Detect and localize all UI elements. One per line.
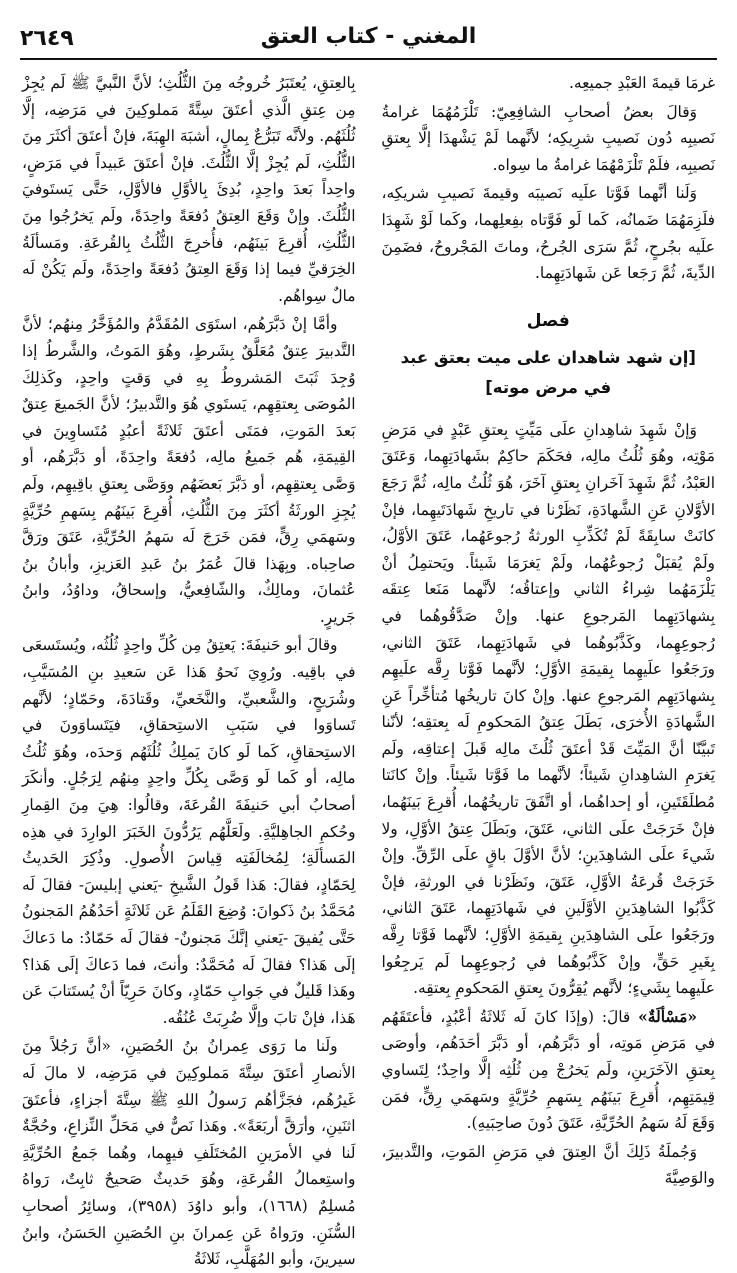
paragraph: وَإنْ شَهِدَ شاهِدانِ علَى مَيِّتٍ بِعتقِ عَبْدٍ في مَرَضِ مَوْتِه، وهُوَ ثُلُثُ مالِه، فحَكَمَ حاكِمٌ بشَهادَتِهِما، وَعَتَقَ العَبْدُ، ثُمَّ شَهِدَ آخَرانِ بِعتقِ آخَرَ، هُوَ ثُلُثُ مالِه، ثُمَّ رَجَعَ الأوَّلانِ عَنِ الشَّهادَةِ، نَظَرْنا في تاريخِ شَهادَتَيهِما، فإنْ كانَتْ سابِقَةً لَمْ تُكَذِّبِ الورثةُ رُجوعَهُما، عَتَقَ الأوَّلُ، ولَمْ يُقبَلْ رُجوعُهُما، ولَمْ يَغرَمَا شَيئاً. ويَحتمِلُ أنْ يَلْزَمَهُما شِراءُ الثاني وإعتاقُه؛ لأنَّهما مَنَعا عِتقَه بِشهادَتِهِما المَرجوعِ عنها. وإنْ صَدَّقُوهُما في رُجوعِهِما، وكَذَّبُوهُما في شَهادَتِهِما، عَتَقَ الثاني، ورَجَعُوا علَيهِما بِقيمَةِ الأوَّلِ؛ لأنَّهما فَوَّتا رِقَّه علَيهِم بِشهادَتِهِم المَرجوعِ عنها. وإنْ كانَ تاريخُها مُتأخِّراً عَنِ الشَّهادَةِ الأُخرَى، بَطَلَ عِتقُ المَحكومِ لَه بِعتقِه؛ لأنّنا تَبيَّنّا أنَّ المَيِّتَ قَدْ أعتَقَ ثُلُثَ مالِه قَبلَ إعتاقِه، ولَم يَغرَمِ الشاهِدانِ شَيئاً؛ لأنَّهما ما فَوَّتا شَيئاً. وإنْ كانَتا مُطلَقَتَينِ، أو إحداهُما، أو اتَّفَقَ تاريخُهُما، أُقرِعَ بَينَهُما، فإنْ خَرَجَتْ علَى الثاني، عَتَقَ، وبَطَلَ عِتقُ الأوَّلِ، ولا شَيءَ علَى الشاهِدَينِ؛ لأنَّ الأوَّلَ باقٍ علَى الرِّقِّ. وإنْ خَرَجَتْ قُرعَةُ الأوَّلِ، عَتَقَ، ونَظَرْنا في الورثةِ، فإنْ كَذَّبُوا الشاهِدَينِ الأوَّلَينِ في شَهادَتِهِما، عَتَقَ الثاني، ورَجَعُوا علَى الشاهِدَينِ بِقيمَةِ الأوَّلِ؛ لأنَّهما فَوَّتا رِقَّه بِغَيرِ حَقٍّ، وإنْ كَذَّبُوهُما في رُجوعِهِما لَم يَرجِعُوا علَيهِما بِشَيءٍ؛ لأنَّهم يُقِرُّونَ بِعتقِ المَحكومِ بِعتقِه.: [381, 420, 715, 998]
paragraph: وَجُملَةُ ذَلِكَ أنَّ العِتقَ في مَرَضِ المَوتِ، والتَّدبيرَ، والوَصِيَّةَ: [381, 1142, 715, 1188]
paragraph: وَلَنا أنَّهما فَوَّتا علَيه نَصيبَه وقيمةَ نَصيبِ شريكِه، فلَزِمَهُمَا ضَمانُه، كَما لَو فَوَّتاه بفِعلِهما، وكَما لَوْ شَهِدَا علَيه بجُرحٍ، ثُمَّ سَرَى الجُرحُ، وماتَ المَجْروحُ، فضَمِنَ الدِّيةَ، ثُمَّ رَجَعا عَن شَهادَتِهِما.: [381, 184, 715, 283]
section-subtitle: [إن شهد شاهدان على ميت بعتق عبد في مرض موته]: [400, 347, 696, 397]
page-number: ٢٦٤٩: [20, 26, 74, 51]
paragraph: غرمَا قيمةَ العَبْدِ جميعِه.: [568, 74, 715, 92]
text-columns: [22, 70, 715, 1269]
left-column: [22, 70, 356, 1269]
masala-paragraph: [382, 1004, 716, 1137]
paragraph: ولَنا ما رَوَى عِمرانُ بنُ الحُصَينِ، «أنَّ رَجُلاً مِنَ الأنصارِ أعتَقَ سِتَّةَ مَملوكِينَ في مَرَضِه، لا مالَ لَه غَيرُهُم، فجَزَّأهُم رَسولُ اللهِ ﷺ سِتَّةَ أجزاءٍ، فأعتَقَ اثنَينِ، وأرَقَّ أربَعَةً». وهَذا نَصٌّ في مَحَلِّ النِّزاعِ، وحُجَّةٌ لَنا في الأمرَينِ المُختَلَفِ فيهِما، وهُما جَمعُ الحُرِّيَّةِ واستِعمالُ القُرعَةِ، وهُوَ حَديثٌ صَحيحٌ ثابِتٌ، رَواهُ مُسلِمٌ (١٦٦٨)، وأبو داوُدَ (٣٩٥٨)، وسائِرُ أصحابِ السُّنَنِ. ورَواهُ عَن عِمرانَ بنِ الحُصَينِ الحَسَنُ، وابنُ سيرينَ، وأبو المُهَلَّبِ، ثَلاثَةُ: [22, 1037, 356, 1269]
right-column: [381, 70, 716, 1188]
masala-label: «مَسْألَةٌ»: [638, 1007, 697, 1026]
paragraph: وأمَّا إنْ دَبَّرَهُم، استَوَى المُقَدَّمُ والمُؤَخَّرُ مِنهُم؛ لأنَّ التَّدبيرَ عِتقٌ مُعَلَّقٌ بِشَرطٍ، وهُوَ المَوتُ، والشَّرطُ إذا وُجِدَ ثَبَتَ المَشروطُ بِهِ في وَقتٍ واحِدٍ، وكَذلِكَ المُوصَى بِعتقِهِم، يَستَوي هُوَ والتَّدبيرُ؛ لأنَّ الجَميعَ عِتقٌ بَعدَ المَوتِ، فمَتَى أعتَقَ ثَلاثَةً أعبُدٍ مُتَساوِينَ في القِيمَةِ، هُم جَميعُ مالِه، دُفعَةً واحِدَةً، أو دَبَّرَهُم، أو وَصَّى بِعتقِهِم، أو دَبَّرَ بَعضَهُم ووَصَّى بِعتقِ باقِيهِم، ولَم يُجِزِ الورثَةُ أكثَرَ مِنَ الثُّلُثِ، أُقرِعَ بَينَهُم بِسَهمِ حُرِّيَّةٍ وسَهمَي رِقٍّ، فمَن خَرَجَ لَه سَهمُ الحُرِّيَّةِ، عَتَقَ ورَقَّ صاحِباه. وبِهَذا قالَ عُمَرُ بنُ عَبدِ العَزيزِ، وأبانُ بنُ عُثمانَ، ومالِكٌ، والشّافِعيُّ، وإسحاقُ، وداوُدُ، وابنُ جَريرٍ.: [22, 315, 356, 626]
paragraph: وَقالَ بعضُ أصحابِ الشافِعِيّ: تَلْزَمُهُمَا غرامةُ نَصيبِه دُون نَصيبِ شرِيكِه؛ لأنَّهما لَمْ يَشْهدَا إلَّا بِعتقِ نَصيبِه، فلَمْ تَلْزَمْهُمَا غرامةُ ما سِواه.: [381, 102, 715, 174]
page-header: [20, 22, 717, 60]
running-title: المغني - كتاب العتق: [260, 24, 477, 49]
section-heading: فصل: [526, 310, 570, 331]
paragraph: بِالعِتقِ، يُعتَبَرُ خُروجُه مِنَ الثُّلُثِ؛ لأنَّ النَّبيَّ ﷺ لَم يُجِزْ مِن عِتقِ الَّذي أعتَقَ سِتَّةً مَملوكِينَ في مَرَضِه، إلَّا ثُلُثَهُم. ولأنَّه تَبَرُّعٌ بِمالٍ، أشبَهَ الهِبَةَ، فإنْ أعتَقَ أكثَرَ مِنَ الثُّلُثِ، لَم يُجِزْ إلَّا الثُّلُثَ. فإنْ أعتَقَ عَبيداً في مَرَضٍ، واحِداً بَعدَ واحِدٍ، بُدِئَ بِالأوَّلِ فالأوَّلِ، حَتَّى يَستَوفيَ الثُّلُثَ. وإنْ وَقَعَ العِتقُ دُفعَةً واحِدَةً، ولَم يَخرُجُوا مِنَ الثُّلُثِ، أُقرِعَ بَينَهُم، فأُخرِجَ الثُّلُثُ بِالقُرعَةِ. ومَسألَةُ الخِرَقيِّ فيما إذا وَقَعَ العِتقُ دُفعَةً واحِدَةً، ولَم يَكُنْ لَه مالٌ سِواهُم.: [22, 74, 356, 305]
masala-text: قالَ: (وإذَا كانَ لَه ثَلاثَةُ أعْبُدٍ، فأعتَقَهُم في مَرَضِ مَوتِه، أو دَبَّرَهُم، أو دَبَّرَ أحَدَهُم، وأوصَى بِعتقِ الآخَرَينِ، ولَم يَخرُجْ مِن ثُلُثِه إلَّا واحِدٌ؛ لِتَساوي قِيمَتِهِم، أُقرِعَ بَينَهُم بِسَهمِ حُرِّيَّةٍ وسَهمَي رِقٍّ، فمَن وَقَعَ لَهُ سَهمُ الحُرِّيَّةِ، عَتَقَ دُونَ صاحِبَيهِ).: [381, 1007, 715, 1133]
paragraph: وقالَ أبو حَنيفَةَ: يَعتِقُ مِن كُلِّ واحِدٍ ثُلُثُه، ويُستَسعَى في باقِيه. ورُوِيَ نَحوُ هَذا عَن سَعيدِ بنِ المُسَيَّبِ، وشُرَيحٍ، والشَّعبيِّ، والنَّخَعيِّ، وقَتادَةَ، وحَمّادٍ؛ لأنَّهم تَساوَوا في سَبَبِ الاستِحقاقِ، فيَتَساوَونَ في الاستِحقاقِ، كَما لَو كانَ يَملِكُ ثُلُثَهُم وَحدَه، وهُوَ ثُلُثُ مالِه، أو كَما لَو وَصَّى بِكُلِّ واحِدٍ مِنهُم لِرَجُلٍ. وأنكَرَ أصحابُ أبي حَنيفَةَ القُرعَةَ، وقالُوا: هِيَ مِنَ القِمارِ وحُكمِ الجاهِليَّةِ. ولَعَلَّهُم يَرُدُّونَ الخَبَرَ الوارِدَ في هذِه المَسألَةِ؛ لِمُخالَفَتِه قِياسَ الأُصولِ. وذُكِرَ الحَديثُ لِحَمّادٍ، فقالَ: هَذا قَولُ الشَّيخِ -يَعني إبليسَ- فقالَ لَه مُحَمَّدُ بنُ ذَكوانَ: وُضِعَ القَلَمُ عَن ثَلاثَةٍ أحَدُهُمُ المَجنونُ حَتَّى يُفيقَ -يَعني إنَّكَ مَجنونٌ- فقالَ لَه حَمّادٌ: ما دَعاكَ إلَى هَذا؟ فقالَ لَه مُحَمَّدٌ: وأنتَ، فما دَعاكَ إلَى هَذا؟ وهَذا قَليلٌ في جَوابِ حَمّادٍ، وكانَ حَرِيّاً أنْ يُستَتابَ عَن هَذا، فإنْ تابَ وإلَّا ضُرِبَتْ عُنُقُه.: [22, 636, 356, 1027]
